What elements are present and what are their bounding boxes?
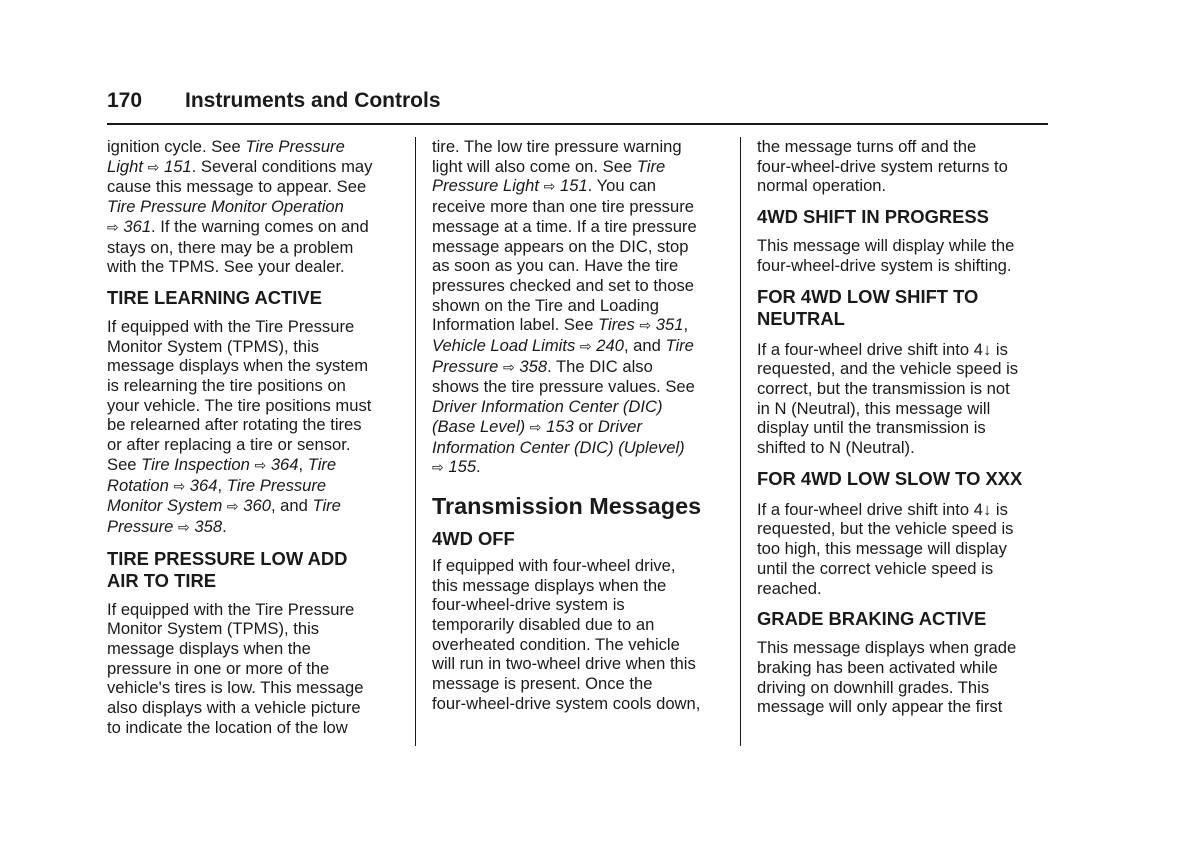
page-ref-arrow-icon: ⇨: [107, 218, 119, 235]
text-line: [107, 197, 403, 217]
text-line: ignition cycle. See Tire Pressure: [107, 137, 345, 156]
text-line: this message displays when the: [432, 575, 667, 595]
page-ref-arrow-icon: ⇨: [579, 338, 592, 355]
text-line: correct, but the transmission is not: [757, 378, 1010, 398]
text-line: message is present. Once the: [432, 674, 653, 694]
ref-link[interactable]: Light: [107, 156, 143, 176]
page-ref[interactable]: 360: [243, 496, 271, 516]
page-ref[interactable]: 155: [448, 457, 477, 477]
page-ref[interactable]: 364: [270, 454, 299, 474]
text-line: ⇨ 361. If the warning comes on and: [107, 216, 369, 236]
ref-link[interactable]: Monitor System: [107, 496, 223, 516]
page-ref-arrow-icon: ⇨: [432, 459, 444, 476]
page-ref-arrow-icon: ⇨: [173, 477, 186, 494]
text-line: light will also come on. See Tire: [432, 156, 666, 176]
text-line: overheated condition. The vehicle: [432, 634, 680, 654]
page-header: [107, 89, 1047, 115]
page-ref-arrow-icon: ⇨: [226, 498, 239, 515]
text-line: four-wheel-drive system is: [432, 595, 625, 615]
page-ref[interactable]: 361: [123, 216, 152, 236]
text-line: If equipped with the Tire Pressure: [107, 316, 355, 336]
text-line: pressures checked and set to those: [432, 275, 694, 295]
page-ref[interactable]: 151: [163, 156, 192, 176]
page-ref[interactable]: 358: [519, 356, 548, 376]
ref-link[interactable]: Tires: [598, 315, 635, 335]
ref-link[interactable]: Pressure: [107, 516, 174, 536]
ref-link[interactable]: Tire Inspection: [141, 454, 250, 474]
heading-4wd-low-slow-to-xxx: FOR 4WD LOW SLOW TO XXX: [757, 467, 1023, 489]
text-line: Monitor System (TPMS), this: [107, 336, 320, 356]
page-ref-arrow-icon: ⇨: [178, 518, 190, 535]
column-1: [107, 137, 403, 738]
text-line: shown on the Tire and Loading: [432, 295, 659, 315]
header-rule: [107, 123, 1048, 125]
text-line: or after replacing a tire or sensor.: [107, 435, 351, 455]
text-line: See Tire Inspection ⇨ 364, Tire: [107, 454, 337, 474]
ref-link[interactable]: Tire Pressure: [226, 475, 327, 495]
text-line: in N (Neutral), this message will: [757, 398, 991, 418]
text-line: receive more than one tire pressure: [432, 197, 694, 217]
text-line: is relearning the tire positions on: [107, 376, 346, 396]
text-line: tire. The low tire pressure warning: [432, 137, 682, 156]
ref-link[interactable]: Tire Pressure: [245, 137, 345, 156]
heading-transmission-messages: Transmission Messages: [432, 492, 702, 519]
text-line: normal operation.: [757, 176, 887, 196]
ref-link[interactable]: Driver: [597, 416, 643, 436]
text-line: four-wheel-drive system returns to: [757, 156, 1008, 176]
text-line: with the TPMS. See your dealer.: [107, 257, 345, 277]
ref-link[interactable]: Pressure Light: [432, 176, 539, 196]
heading-4wd-low-shift-to-neutral: NEUTRAL: [757, 307, 845, 329]
text-line: four-wheel-drive system is shifting.: [757, 255, 1012, 275]
ref-link[interactable]: Tire: [307, 454, 337, 474]
text-line: If equipped with the Tire Pressure: [107, 599, 355, 619]
text-line: too high, this message will display: [757, 539, 1007, 559]
text-line: Vehicle Load Limits ⇨ 240, and Tire: [432, 336, 694, 356]
text-line: shifted to N (Neutral).: [757, 438, 915, 458]
page-ref[interactable]: 358: [194, 516, 223, 536]
text-line: Information label. See Tires ⇨ 351,: [432, 315, 689, 335]
ref-link[interactable]: Tire: [636, 156, 666, 176]
page-ref[interactable]: 351: [655, 315, 684, 335]
text-line: requested, but the vehicle speed is: [757, 519, 1014, 539]
four-low-down-arrow-icon: ↓: [982, 499, 992, 519]
text-line: will run in two-wheel drive when this: [432, 654, 696, 674]
ref-link[interactable]: (Base Level): [432, 416, 526, 436]
column-divider: [415, 137, 416, 746]
text-line: the message turns off and the: [757, 137, 977, 156]
text-line: message displays when the system: [107, 356, 369, 376]
text-line: ⇨ 155.: [432, 457, 481, 477]
text-line: pressure in one or more of the: [107, 658, 330, 678]
text-line: braking has been activated while: [757, 657, 998, 677]
ref-link[interactable]: Driver Information Center (DIC): [432, 397, 663, 417]
column-2: [432, 137, 730, 714]
page-ref-arrow-icon: ⇨: [639, 317, 652, 334]
text-line: your vehicle. The tire positions must: [107, 395, 372, 415]
ref-link[interactable]: Vehicle Load Limits: [432, 336, 576, 356]
page-ref[interactable]: 153: [546, 416, 574, 436]
ref-link[interactable]: Tire: [665, 336, 694, 356]
text-line: This message will display while the: [757, 236, 1015, 256]
text-line: Monitor System ⇨ 360, and Tire: [107, 496, 341, 516]
text-line: [432, 438, 730, 458]
text-line: message displays when the: [107, 639, 311, 659]
text-line: requested, and the vehicle speed is: [757, 359, 1019, 379]
text-line: If equipped with four-wheel drive,: [432, 555, 676, 575]
column-3: [757, 137, 1049, 717]
page-number: 170: [107, 89, 143, 112]
ref-link[interactable]: Rotation: [107, 475, 169, 495]
page-ref-arrow-icon: ⇨: [254, 456, 267, 473]
text-line: to indicate the location of the low: [107, 717, 348, 737]
text-line: If a four-wheel drive shift into 4↓ is: [757, 339, 1008, 359]
section-title: Instruments and Controls: [185, 89, 441, 112]
heading-4wd-off: 4WD OFF: [432, 527, 515, 549]
text-line: message at a time. If a tire pressure: [432, 216, 697, 236]
text-line: Monitor System (TPMS), this: [107, 619, 320, 639]
four-low-down-arrow-icon: ↓: [982, 339, 992, 359]
text-line: This message displays when grade: [757, 638, 1017, 658]
ref-link[interactable]: Pressure: [432, 356, 499, 376]
heading-grade-braking-active: GRADE BRAKING ACTIVE: [757, 608, 987, 630]
text-line: driving on downhill grades. This: [757, 677, 990, 697]
text-line: shows the tire pressure values. See: [432, 377, 695, 397]
heading-4wd-low-shift-to-neutral: FOR 4WD LOW SHIFT TO: [757, 285, 979, 307]
page-ref[interactable]: 151: [559, 176, 588, 196]
page-ref[interactable]: 240: [596, 336, 624, 356]
page-ref-arrow-icon: ⇨: [503, 358, 515, 375]
text-line: If a four-wheel drive shift into 4↓ is: [757, 499, 1008, 519]
text-line: temporarily disabled due to an: [432, 615, 655, 635]
heading-tire-pressure-low: AIR TO TIRE: [107, 569, 216, 591]
text-line: Pressure ⇨ 358.: [107, 516, 227, 536]
text-line: Pressure ⇨ 358. The DIC also: [432, 356, 653, 376]
text-line: stays on, there may be a problem: [107, 237, 354, 257]
text-line: Light ⇨ 151. Several conditions may: [107, 156, 373, 176]
text-line: Rotation ⇨ 364, Tire Pressure: [107, 475, 327, 495]
ref-link[interactable]: Tire Pressure Monitor Operation: [107, 197, 344, 217]
column-divider: [740, 137, 741, 746]
text-line: be relearned after rotating the tires: [107, 415, 362, 435]
text-line: message appears on the DIC, stop: [432, 236, 689, 256]
heading-4wd-shift-in-progress: 4WD SHIFT IN PROGRESS: [757, 206, 989, 228]
ref-link[interactable]: Information Center (DIC) (Uplevel): [432, 437, 685, 457]
text-line: until the correct vehicle speed is: [757, 558, 994, 578]
text-line: vehicle's tires is low. This message: [107, 678, 364, 698]
text-line: Pressure Light ⇨ 151. You can: [432, 176, 656, 196]
page-ref[interactable]: 364: [189, 475, 218, 495]
text-line: four-wheel-drive system cools down,: [432, 693, 701, 713]
text-line: reached.: [757, 578, 822, 598]
heading-tire-learning-active: TIRE LEARNING ACTIVE: [107, 286, 322, 308]
ref-link[interactable]: Tire: [312, 496, 341, 516]
text-line: (Base Level) ⇨ 153 or Driver: [432, 416, 643, 436]
text-line: also displays with a vehicle picture: [107, 698, 361, 718]
text-line: as soon as you can. Have the tire: [432, 256, 679, 276]
page-ref-arrow-icon: ⇨: [543, 178, 556, 195]
heading-tire-pressure-low: TIRE PRESSURE LOW ADD: [107, 547, 348, 569]
text-line: display until the transmission is: [757, 418, 986, 438]
page-ref-arrow-icon: ⇨: [147, 158, 160, 175]
text-line: message will only appear the first: [757, 697, 1003, 717]
page-ref-arrow-icon: ⇨: [529, 418, 542, 435]
text-line: [432, 397, 730, 417]
text-line: cause this message to appear. See: [107, 177, 367, 197]
